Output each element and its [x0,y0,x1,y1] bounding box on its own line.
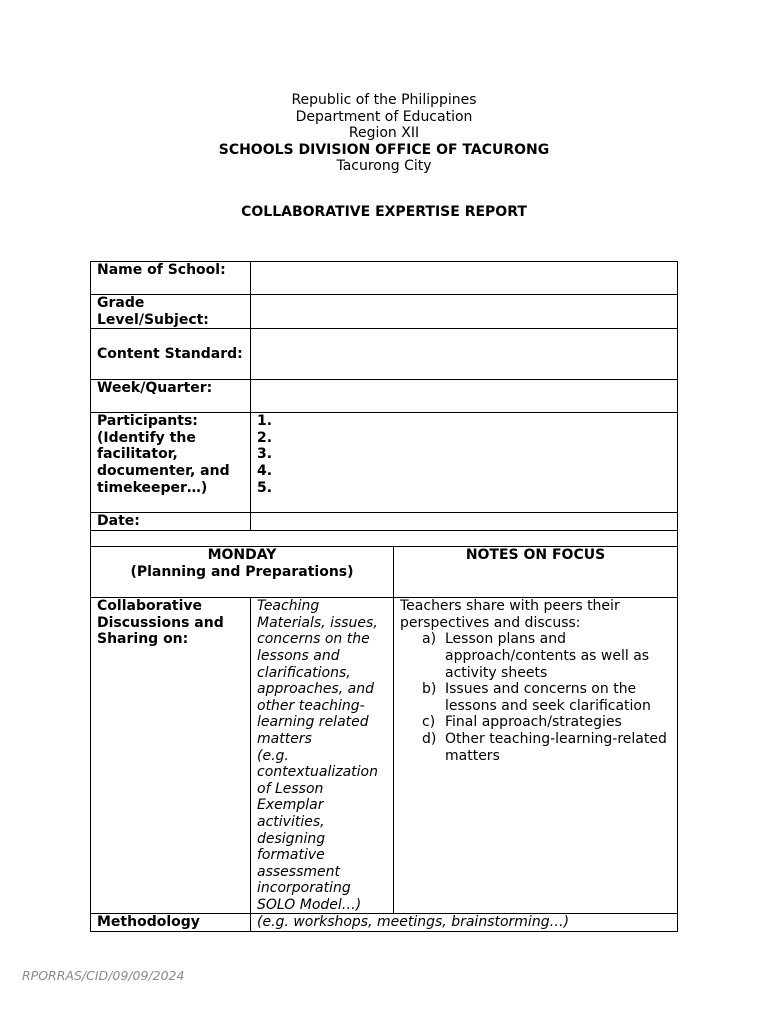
label-date: Date: [91,513,251,531]
notes-intro-line1: Teachers share with peers their [400,598,620,615]
footer-reference: RPORRAS/CID/09/09/2024 [22,968,185,983]
label-grade-level-line1: Grade [97,295,145,311]
notes-marker: d) [422,730,437,747]
methodology-value: (e.g. workshops, meetings, brainstorming…) [251,914,678,932]
topic-line: lessons and [257,647,340,664]
topic-line: of Lesson [257,780,324,797]
header-department: Department of Education [295,108,473,125]
participants-line3: facilitator, [97,446,178,463]
row-name-of-school [91,262,678,295]
notes-intro-line2: perspectives and discuss: [400,614,581,631]
topic-line: Teaching [257,598,320,615]
notes-cell [394,598,678,914]
header-republic: Republic of the Philippines [291,92,477,108]
label-collaborative-discussions [91,598,251,914]
topic-line: contextualization [257,764,378,781]
topic-line: clarifications, [257,664,351,681]
topic-line: approaches, and [257,681,374,698]
row-grade-level [91,295,678,329]
row-spacer [91,531,678,547]
notes-on-focus-header: NOTES ON FOCUS [394,547,678,598]
topic-line: Exemplar [257,797,324,814]
notes-item-line: Final approach/strategies [445,714,622,731]
report-title: COLLABORATIVE EXPERTISE REPORT [241,204,527,220]
notes-marker: a) [422,631,437,648]
row-week-quarter [91,380,678,413]
notes-item-line: matters [445,747,500,764]
participant-number-2: 2. [257,429,273,446]
label-week-quarter: Week/Quarter: [91,380,251,413]
label-content-standard: Content Standard: [91,329,251,380]
topic-line: concerns on the [257,631,370,648]
participant-number-3: 3. [257,446,273,463]
row-methodology [91,914,678,932]
row-date [91,513,678,531]
participant-number-1: 1. [257,413,273,430]
notes-item-line: approach/contents as well as [445,647,650,664]
header-city: Tacurong City [336,158,432,175]
notes-list [400,631,671,764]
report-form-table [90,261,678,932]
field-content-standard[interactable] [251,329,678,380]
collab-label-line2: Discussions and [97,614,224,631]
header-region: Region XII [348,125,420,142]
field-name-of-school[interactable] [251,262,678,295]
collab-label-line1: Collaborative [97,598,203,615]
label-name-of-school: Name of School: [91,262,251,295]
participants-line5: timekeeper…) [97,479,208,496]
topic-line: learning related [257,714,369,731]
collab-label-line3: Sharing on: [97,631,189,648]
notes-item-line: activity sheets [445,664,548,681]
notes-item-b [422,681,671,714]
notes-marker: c) [422,714,436,731]
topic-line: formative [257,847,325,864]
notes-marker: b) [422,681,437,698]
topic-line: activities, [257,813,325,830]
row-participants [91,413,678,513]
notes-item-line: lessons and seek clarification [445,697,651,714]
topic-line: incorporating [257,880,351,897]
monday-header-cell [91,547,394,598]
topic-line: Materials, issues, [257,614,378,631]
notes-item-line: Other teaching-learning-related [445,730,667,747]
topic-line: assessment [257,863,340,880]
notes-item-a [422,631,671,681]
notes-item-d [422,731,671,764]
notes-item-line: Issues and concerns on the [445,681,637,698]
spacer-cell [91,531,678,547]
monday-subtitle: (Planning and Preparations) [130,563,354,580]
label-participants [91,413,251,513]
row-collaborative-discussions [91,598,678,914]
topic-line: other teaching- [257,697,365,714]
notes-item-c [422,714,671,731]
participant-number-5: 5. [257,479,273,496]
header-division-office: SCHOOLS DIVISION OFFICE OF TACURONG [218,141,550,158]
topic-line: SOLO Model…) [257,896,362,913]
label-methodology: Methodology [91,914,251,932]
field-participants[interactable] [251,413,678,513]
monday-title: MONDAY [207,547,277,564]
participants-line2: (Identify the [97,429,196,446]
participant-number-4: 4. [257,462,273,479]
document-header [0,92,768,175]
topic-line: designing [257,830,326,847]
topic-line: matters [257,730,312,747]
row-monday-header [91,547,678,598]
label-grade-level [91,295,251,329]
participants-line4: documenter, and [97,462,230,479]
participants-line1: Participants: [97,413,198,430]
field-date[interactable] [251,513,678,531]
notes-item-line: Lesson plans and [445,631,566,648]
topics-cell [251,598,394,914]
field-week-quarter[interactable] [251,380,678,413]
row-content-standard [91,329,678,380]
field-grade-level[interactable] [251,295,678,329]
topic-line: (e.g. [257,747,289,764]
label-grade-level-line2: Level/Subject: [97,311,209,328]
